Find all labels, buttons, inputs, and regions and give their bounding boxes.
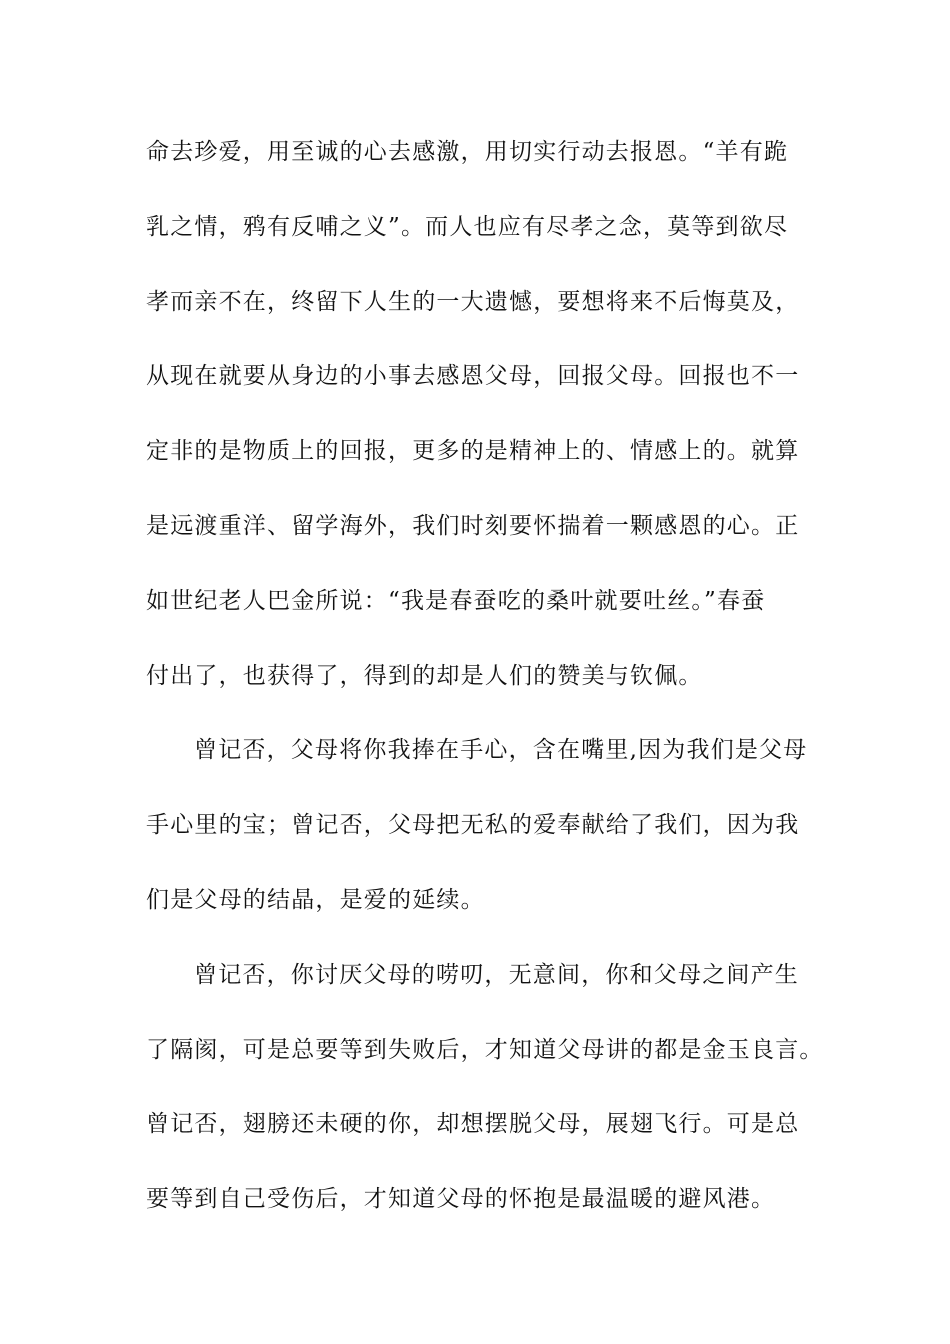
text-line: 是远渡重洋、留学海外，我们时刻要怀揣着一颗感恩的心。正 bbox=[146, 512, 800, 539]
paragraph-first-line: 曾记否，父母将你我捧在手心，含在嘴里,因为我们是父母 bbox=[194, 737, 808, 764]
text-line: 了隔阂，可是总要等到失败后，才知道父母讲的都是金玉良言。 bbox=[146, 1036, 824, 1063]
text-line: 定非的是物质上的回报，更多的是精神上的、情感上的。就算 bbox=[146, 438, 800, 465]
text-line: 们是父母的结晶，是爱的延续。 bbox=[146, 886, 485, 913]
text-line: 要等到自己受伤后，才知道父母的怀抱是最温暖的避风港。 bbox=[146, 1186, 776, 1213]
text-line: 命去珍爱，用至诚的心去感激，用切实行动去报恩。“羊有跪 bbox=[146, 139, 789, 165]
text-line: 孝而亲不在，终留下人生的一大遗憾，要想将来不后悔莫及， bbox=[146, 288, 800, 315]
text-line: 曾记否，翅膀还未硬的你，却想摆脱父母，展翅飞行。可是总 bbox=[146, 1111, 800, 1138]
text-line: 从现在就要从身边的小事去感恩父母，回报父母。回报也不一 bbox=[146, 363, 800, 390]
text-line: 如世纪老人巴金所说：“我是春蚕吃的桑叶就要吐丝。”春蚕 bbox=[146, 587, 766, 614]
text-line: 乳之情，鸦有反哺之义”。而人也应有尽孝之念，莫等到欲尽 bbox=[146, 213, 789, 240]
paragraph-first-line: 曾记否，你讨厌父母的唠叨，无意间，你和父母之间产生 bbox=[194, 961, 799, 988]
text-line: 手心里的宝；曾记否，父母把无私的爱奉献给了我们，因为我 bbox=[146, 812, 800, 839]
document-body bbox=[146, 130, 824, 1252]
text-line: 付出了，也获得了，得到的却是人们的赞美与钦佩。 bbox=[146, 662, 703, 689]
